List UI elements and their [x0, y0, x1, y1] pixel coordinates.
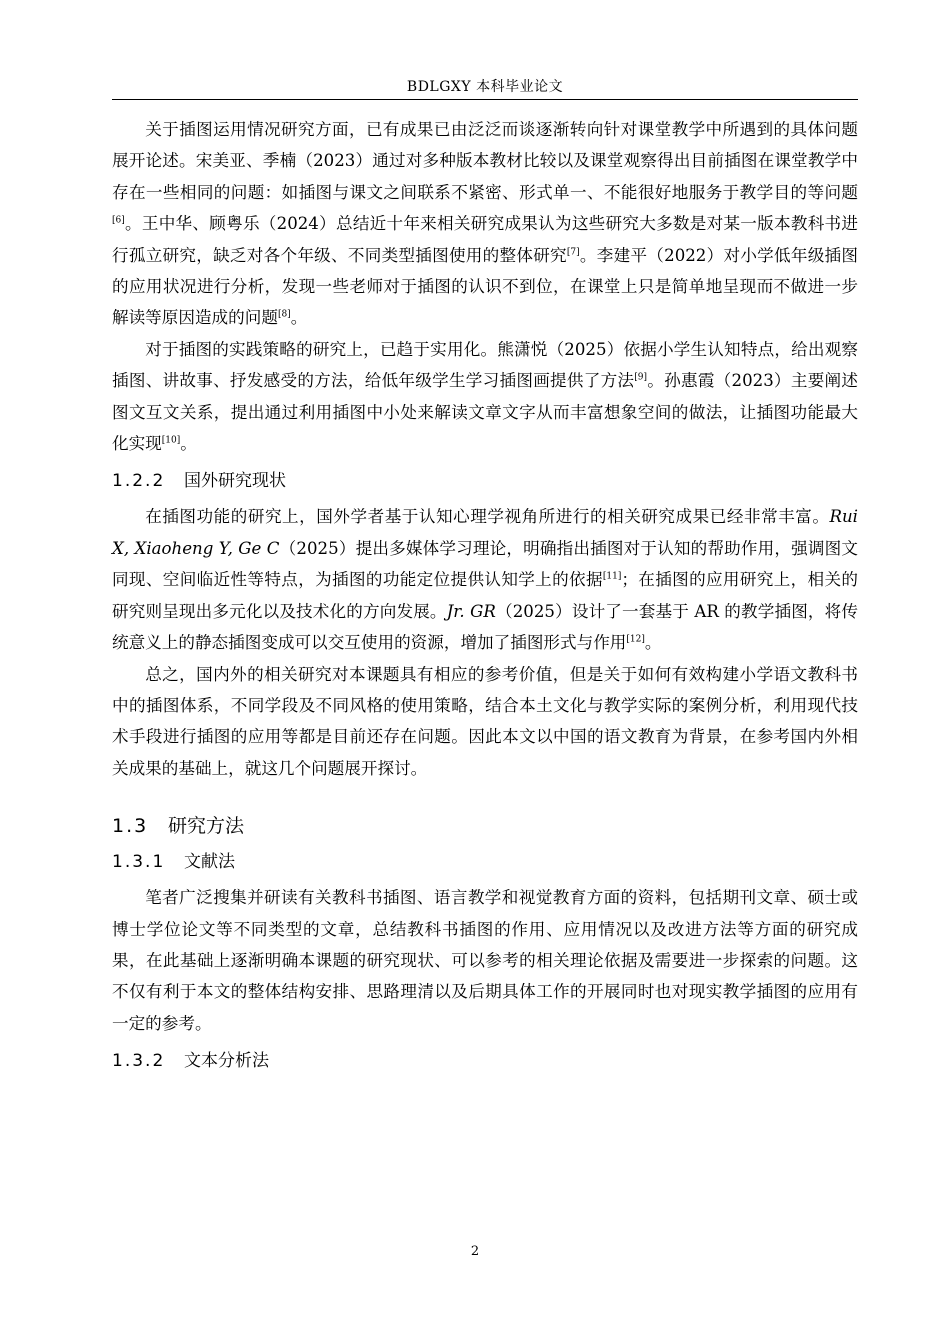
section-title: 文本分析法 [184, 1051, 269, 1072]
citation-ref: [11] [602, 571, 622, 582]
section-title: 国外研究现状 [184, 471, 286, 492]
author-names: Jr. GR [446, 601, 496, 621]
section-title: 研究方法 [168, 815, 245, 838]
section-number: 1.2.2 [112, 471, 166, 492]
citation-ref: [8] [277, 309, 291, 320]
paragraph-practice-strategy: 对于插图的实践策略的研究上，已趋于实用化。熊潇悦（2025）依据小学生认知特点，给出观察插图、讲故事、抒发感受的方法，给低年级学生学习插图画提供了方法[9]。孙惠霞（2023）主要阐述图文互文关系，提出通过利用插图中小处来解读文章文字从而丰富想象空间的做法，让插图功能最大化实现[10]。 [112, 339, 858, 454]
paragraph-application-research: 关于插图运用情况研究方面，已有成果已由泛泛而谈逐渐转向针对课堂教学中所遇到的具体问题展开论述。宋美亚、季楠（2023）通过对多种版本教材比较以及课堂观察得出目前插图在课堂教学中存在一些相同的问题：如插图与课文之间联系不紧密、形式单一、不能很好地服务于教学目的等问题[6]。王中华、顾粤乐（2024）总结近十年来相关研究成果认为这些研究大多数是对某一版本教科书进行孤立研究，缺乏对各个年级、不同类型插图使用的整体研究[7]。李建平（2022）对小学低年级插图的应用状况进行分析，发现一些老师对于插图的认识不到位，在课堂上只是简单地呈现而不做进一步解读等原因造成的问题[8]。 [112, 120, 858, 328]
citation-ref: [12] [626, 634, 645, 645]
running-header: BDLGXY 本科毕业论文 [406, 79, 564, 95]
section-title: 文献法 [184, 852, 235, 873]
paragraph-summary: 总之，国内外的相关研究对本课题具有相应的参考价值，但是关于如何有效构建小学语文教科书中的插图体系，不同学段及不同风格的使用策略，结合本土文化与教学实际的案例分析，利用现代技术手段进行插图的应用等都是目前还存在问题。因此本文以中国的语文教育为背景，在参考国内外相关成果的基础上，就这几个问题展开探讨。 [112, 664, 858, 778]
citation-ref: [10] [161, 435, 181, 446]
author-names: Rui X, Xiaoheng Y, Ge C [112, 507, 858, 558]
section-number: 1.3.1 [112, 852, 166, 873]
section-heading-1-2-2 [112, 469, 858, 493]
section-number: 1.3 [112, 815, 149, 838]
paragraph-literature-method: 笔者广泛搜集并研读有关教科书插图、语言教学和视觉教育方面的资料，包括期刊文章、硕士或博士学位论文等不同类型的文章，总结教科书插图的作用、应用情况以及改进方法等方面的研究成果，在此基础上逐渐明确本课题的研究现状、可以参考的相关理论依据及需要进一步探索的问题。这不仅有利于本文的整体结构安排、思路理清以及后期具体工作的开展同时也对现实教学插图的应用有一定的参考。 [112, 888, 858, 1033]
header-rule [112, 99, 858, 100]
citation-ref: [6] [112, 215, 125, 226]
citation-ref: [7] [566, 247, 580, 258]
paragraph-foreign-research: 在插图功能的研究上，国外学者基于认知心理学视角所进行的相关研究成果已经非常丰富。Rui X, Xiaoheng Y, Ge C（2025）提出多媒体学习理论，明确指出插图对于认知的帮助作用，强调图文同现、空间临近性等特点，为插图的功能定位提供认知学上的依据[11]；在插图的应用研究上，相关的研究则呈现出多元化以及技术化的方向发展。Jr. GR（2025）设计了一套基于 AR 的教学插图，将传统意义上的静态插图变成可以交互使用的资源，增加了插图形式与作用[12]。 [112, 507, 858, 653]
section-number: 1.3.2 [112, 1051, 166, 1072]
section-heading-1-3-1 [112, 850, 858, 874]
page-number: 2 [470, 1244, 480, 1259]
section-heading-1-3 [112, 812, 858, 840]
body-text [112, 114, 858, 1081]
citation-ref: [9] [634, 372, 648, 383]
section-heading-1-3-2 [112, 1049, 858, 1073]
